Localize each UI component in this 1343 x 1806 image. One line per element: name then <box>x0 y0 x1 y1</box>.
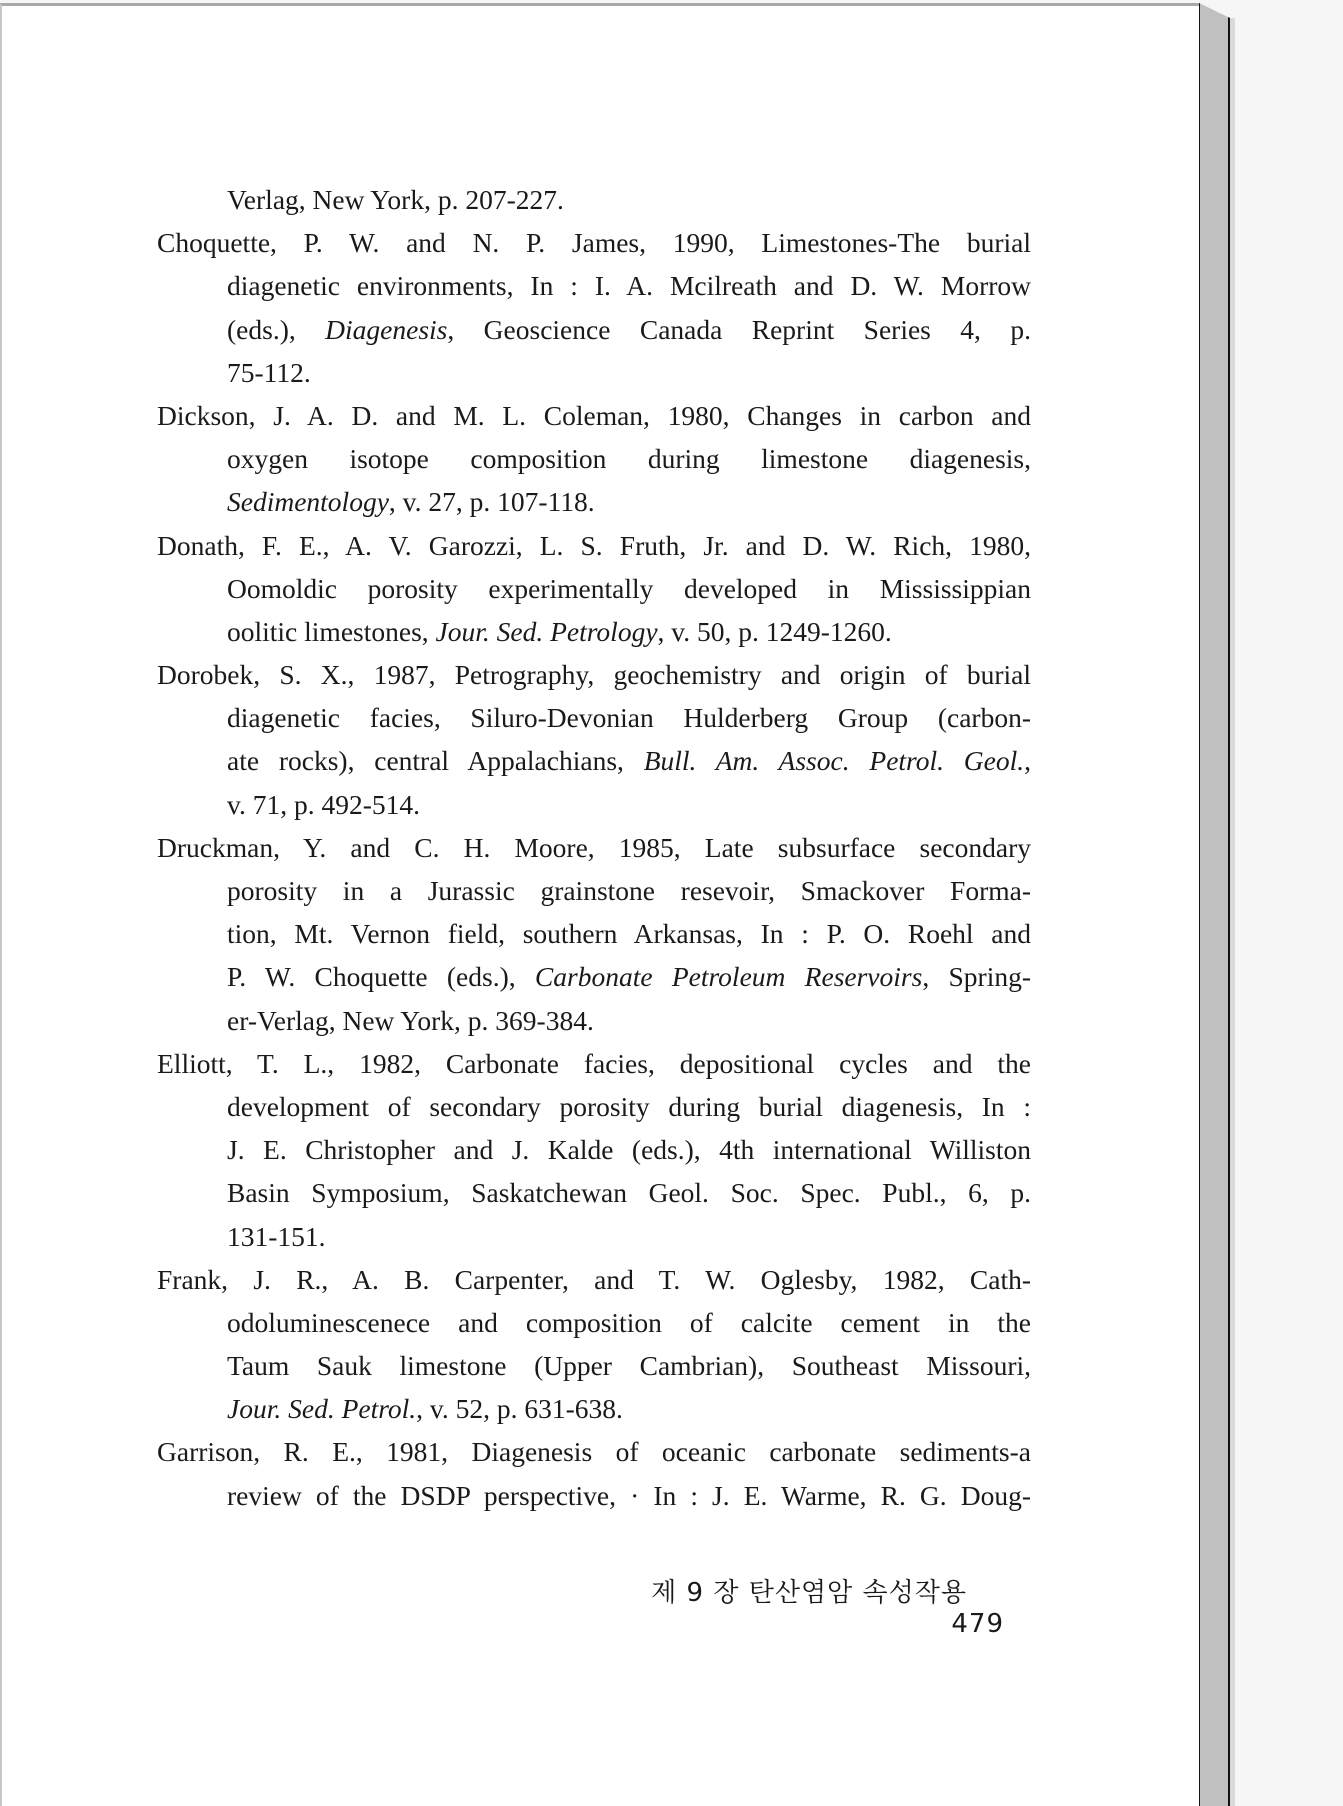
reference-line <box>157 524 1031 567</box>
reference-line <box>157 221 1031 264</box>
running-head: 제 9 장 탄산염암 속성작용 <box>651 1578 967 1608</box>
journal-title: Jour. Sed. Petrol. <box>227 1393 417 1425</box>
reference-text: 131-151. <box>227 1220 326 1252</box>
reference-line <box>157 1344 1031 1387</box>
reference-line <box>157 869 1031 912</box>
reference-entry <box>157 394 1031 524</box>
reference-line <box>157 912 1031 955</box>
reference-text: diagenetic facies, Siluro-Devonian Hulderberg Group (carbon- <box>227 702 1031 734</box>
reference-line <box>157 653 1031 696</box>
reference-line <box>157 1301 1031 1344</box>
reference-line <box>157 999 1031 1042</box>
reference-text: Druckman, Y. and C. H. Moore, 1985, Late subsurface secondary <box>157 831 1031 863</box>
reference-line <box>157 351 1031 394</box>
journal-title: Bull. Am. Assoc. Petrol. Geol. <box>643 745 1025 777</box>
reference-text: Oomoldic porosity experimentally developed in Mississippian <box>227 572 1031 604</box>
reference-line <box>157 696 1031 739</box>
reference-line <box>157 1258 1031 1301</box>
journal-title: Carbonate Petroleum Reservoirs <box>534 961 923 993</box>
reference-line <box>157 1215 1031 1258</box>
reference-line <box>157 1430 1031 1473</box>
reference-line <box>157 394 1031 437</box>
reference-text: , v. 52, p. 631-638. <box>416 1393 623 1425</box>
reference-entry <box>157 1042 1031 1258</box>
reference-line <box>157 480 1031 523</box>
reference-list <box>157 178 1031 1517</box>
reference-text: tion, Mt. Vernon field, southern Arkansas, In : P. O. Roehl and <box>227 918 1031 950</box>
book-page <box>0 3 1199 1806</box>
reference-text: J. E. Christopher and J. Kalde (eds.), 4th international Williston <box>227 1134 1031 1166</box>
reference-text: (eds.), <box>227 313 326 345</box>
reference-text: porosity in a Jurassic grainstone resevoir, Smackover Forma- <box>227 875 1031 906</box>
reference-entry <box>157 178 1031 221</box>
reference-entry <box>157 653 1031 826</box>
reference-line <box>157 955 1031 998</box>
reference-text: , Geoscience Canada Reprint Series 4, p. <box>447 313 1031 345</box>
reference-text: v. 71, p. 492-514. <box>227 788 420 820</box>
reference-entry <box>157 524 1031 654</box>
reference-line <box>157 1474 1031 1517</box>
reference-text: review of the DSDP perspective, · In : J. E. Warme, R. G. Doug- <box>227 1479 1031 1511</box>
reference-line <box>157 1387 1031 1430</box>
reference-text: oolitic limestones, <box>227 615 436 647</box>
journal-title: Jour. Sed. Petrology <box>435 615 658 647</box>
reference-text: P. W. Choquette (eds.), <box>227 961 535 993</box>
reference-text: Dorobek, S. X., 1987, Petrography, geochemistry and origin of burial <box>157 659 1031 691</box>
reference-text: diagenetic environments, In : I. A. Mcilreath and D. W. Morrow <box>227 270 1031 302</box>
reference-text: Choquette, P. W. and N. P. James, 1990, Limestones-The burial <box>157 227 1031 259</box>
reference-line <box>157 783 1031 826</box>
reference-text: oxygen isotope composition during limestone diagenesis, <box>227 443 1031 475</box>
reference-text: , v. 27, p. 107-118. <box>388 486 595 518</box>
reference-text: Frank, J. R., A. B. Carpenter, and T. W. Oglesby, 1982, Cath- <box>157 1263 1031 1295</box>
reference-text: Basin Symposium, Saskatchewan Geol. Soc. Spec. Publ., 6, p. <box>227 1177 1031 1209</box>
reference-text: er-Verlag, New York, p. 369-384. <box>227 1004 594 1036</box>
reference-text: Donath, F. E., A. V. Garozzi, L. S. Fruth, Jr. and D. W. Rich, 1980, <box>157 529 1031 561</box>
reference-line <box>157 739 1031 782</box>
reference-text: odoluminescenece and composition of calcite cement in the <box>227 1306 1031 1338</box>
reference-line <box>157 308 1031 351</box>
page-number: 479 <box>951 1609 1004 1639</box>
page-shadow <box>1230 18 1235 1806</box>
reference-text: Dickson, J. A. D. and M. L. Coleman, 1980, Changes in carbon and <box>157 399 1031 431</box>
reference-text: Taum Sauk limestone (Upper Cambrian), Southeast Missouri, <box>227 1350 1031 1382</box>
reference-entry <box>157 1258 1031 1431</box>
reference-line <box>157 1042 1031 1085</box>
reference-text: , v. 50, p. 1249-1260. <box>657 615 892 647</box>
reference-text: ate rocks), central Appalachians, <box>227 745 644 777</box>
journal-title: Sedimentology <box>227 486 389 518</box>
reference-line <box>157 178 1031 221</box>
reference-line <box>157 1085 1031 1128</box>
reference-line <box>157 1171 1031 1214</box>
page-footer <box>622 1572 1004 1639</box>
reference-text: 75-112. <box>227 356 311 388</box>
reference-entry <box>157 826 1031 1042</box>
reference-text: Garrison, R. E., 1981, Diagenesis of oceanic carbonate sediments-a <box>157 1436 1031 1468</box>
reference-entry <box>157 1430 1031 1516</box>
journal-title: Diagenesis <box>325 313 448 345</box>
reference-line <box>157 437 1031 480</box>
reference-text: , <box>1024 745 1031 777</box>
reference-entry <box>157 221 1031 394</box>
reference-text: Elliott, T. L., 1982, Carbonate facies, depositional cycles and the <box>157 1047 1031 1079</box>
reference-line <box>157 826 1031 869</box>
reference-line <box>157 610 1031 653</box>
reference-text: , Spring- <box>922 961 1031 993</box>
reference-line <box>157 264 1031 307</box>
reference-line <box>157 1128 1031 1171</box>
reference-text: Verlag, New York, p. 207-227. <box>227 184 564 215</box>
page-stack-edge <box>1199 3 1230 1806</box>
reference-text: development of secondary porosity during burial diagenesis, In : <box>227 1090 1031 1122</box>
reference-line <box>157 567 1031 610</box>
